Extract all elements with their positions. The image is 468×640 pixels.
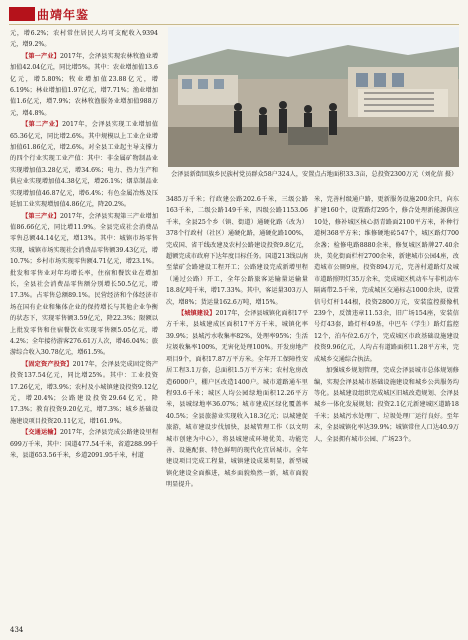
- paragraph: 【第二产业】2017年，会泽县实现工业增加值65.36亿元，同比增2.6%。其中规模以上工业企业增加值61.86亿元，增2.6%。对全县工业起主导支撑力的四个行业实现工业产值：其中：非金属矿物制品业实现增加值3.28亿元，增34.6%；电力、热力生产和供应业实现增加值4.38亿元，增26.1%；烟草制品业实现增加值46.87亿元，增6.4%；有色金属冶炼及压延加工业实现增加值4.86亿元，降20.2%。: [10, 121, 159, 209]
- page-header: [0, 0, 468, 26]
- column-1: [10, 28, 158, 624]
- section-heading: 【第三产业】: [22, 212, 60, 220]
- paragraph: 3485万千米；行政建公路202.6千米，三级公路163千米，二级公路149千米，四级公路1153.06千米，全县25个乡（镇、街道）通硬化路（改为）378个行政村（社区）通硬化路，通硬化路100%，完成国、省干线改建及农村公路建设投资9.8亿元，超额完成市政府下达年度目标任务。国道213线以南至蒙矿会路建设工程开工；公路建设完成新增里程（通过公路）开工，全年公路旅客运输量运输量18.8亿吨千米，增17.33%。其中，客运量303万人次，增8%；货运量162.6万吨，增15%。: [166, 196, 308, 306]
- photo-caption: 会泽县新街回族乡民族村党员群众58户324人，安置点占地面积33.3亩，总投资2300万元（刘化信 摄）: [171, 171, 458, 178]
- paragraph: 加强城乡规划管理，完成会泽县城市总体规划修编，实现会泽县城市基础设施建设和城乡公共服务均等化。县城建设组织完成城区旧城改造规划、会泽县城乡一体化发展规划；投资2.1亿元新建城区道路18千米；县城污水处理厂、垃圾处理厂运行良好。至年末，全县城镇化率达39.9%；城镇常住人口达40.9万人，全县拥有城市公园、广场23个。: [314, 367, 459, 443]
- paragraph: 【交通运输】2017年，会泽县完成公路建设里程699万千米，其中：国道477.54千米，省道288.99千米，县道653.56千米，乡道2091.95千米，村道: [10, 429, 159, 460]
- paragraph: 米，完善村级通户路，更新服务设施200余只，向东扩建160个，设置路灯295个，修合处理新能源供应10处，修补城区核心沥青路面2100平方米，补种行道树368平方米；维修硬地砖547个，城区路灯700余盏；检修电路8880余米，修复城区路牌27.40余块，美化街面栏杆2700余米，新建城市公园4座，改造城市公厕9座，投资894万元，完善村道路灯及城市道路照明灯35万余米，完成城区机动车与非机动车隔离带2.5千米，完成城区交通标志1000余块，设置信号灯杆144根，投资2800万元，安装监控摄像机239个，反馈违章11.53余，旧广场154座，安装信号灯43套，路灯杆49基，中巴车（学生）路灯监控12个，泊车位2.6万个，完成城区市政基础设施建设投资9.96亿元，人均占有道路面积11.28平方米，完成城乡交通综合执法。: [314, 196, 459, 363]
- paragraph: 元，增6.2%；农村常住居民人均可支配收入9394元，增9.2%。: [10, 30, 158, 49]
- section-heading: 【第二产业】: [22, 121, 63, 129]
- paragraph: 【第一产业】2017年，会泽县实现农林牧渔业增加值42.04亿元，同比增5%。其中：农业增加值13.6亿元，增5.80%；牧业增加值23.88亿元，增6.19%；林业增加值1.97亿元，增7.71%；渔业增加值1.6亿元，增7.9%；农林牧渔服务业增加值988万元，增4.8%。: [10, 52, 159, 117]
- photo-image: [168, 27, 459, 167]
- page-number: 434: [10, 626, 24, 634]
- section-heading: 【第一产业】: [22, 52, 60, 60]
- paragraph: 【固定资产投资】2017年，会泽县完成固定资产投资137.54亿元，同比增25%。其中：工业投资17.26亿元，增3.9%；农村及小城镇建设投资9.12亿元，增20.4%；公路建设投资29.64亿元，降17.3%；教育投资9.20亿元，增7.3%；城乡基础设施建设项目投资20.11亿元，增161.9%。: [10, 360, 159, 425]
- section-heading: 【城镇建设】: [178, 310, 216, 318]
- photo: [168, 27, 459, 167]
- paragraph: 【第三产业】2017年，会泽县实现第三产业增加值86.66亿元，同比增11.9%。全县完成社会消费品零售总额44.14亿元，增13%。其中：城镇市场零售实现，城镇市场实现社会消费品零售额39.43亿元，增10.7%；乡村市场实现零售额4.71亿元，增23.1%。批发和零售业对年均增长率，住宿和餐饮业在增加长，全县社会消费品零售额分别增长50.5亿元，增17.3%。占零售总额89.1%。民营经济和个体经济市场在国有企业和集体企业的保持增长与其他企业争衡的状态下，实现零售额3.59亿元，降22.3%；限额以上批发零售和住宿餐饮业实现零售额5.05亿元，增4.2%；全年接待游客276.61万人次，增46.04%；旅游综合收入30.78亿元，增61.5%。: [10, 212, 159, 357]
- paragraph: 【城镇建设】2017年，会泽县城镇化面积17平方千米，县城建成区面积17平方千米，城镇化率39.9%；县城污水收集率82%，处理率95%；生活垃圾收集率100%，无害化处理100%。开发房地产项目9个，面积17.87万平方米。全年开工保障性安居工程3.1万套，总面积1.5万平方米；农村危房改造6000户，棚户区改造1400户。城市道路通车里程93.6千米；城区人均公园绿地面积12.26平方米，县城绿地率36.07%；城市建成区绿化覆盖率40.5%；全县旅游业实现收入18.3亿元；以城建促旅游，城市建设步伐加快，县城管理工作（以文明城市创建为中心），将县城建成环境优美、功能完善、设施配套、特色鲜明的现代化宜居城市。全年建设项目完成工程量，城镇建设成果明显，新型城镇化建设全面推进，城乡面貌焕然一新，城市面貌明显提升。: [166, 310, 309, 489]
- header-title: 曲靖年鉴: [37, 8, 90, 22]
- header-logo-bar: [9, 7, 35, 21]
- section-heading: 【固定资产投资】: [22, 360, 73, 368]
- column-2: [166, 194, 308, 624]
- section-heading: 【交通运输】: [22, 429, 60, 437]
- header-rule: [9, 24, 459, 25]
- column-3: [314, 194, 459, 624]
